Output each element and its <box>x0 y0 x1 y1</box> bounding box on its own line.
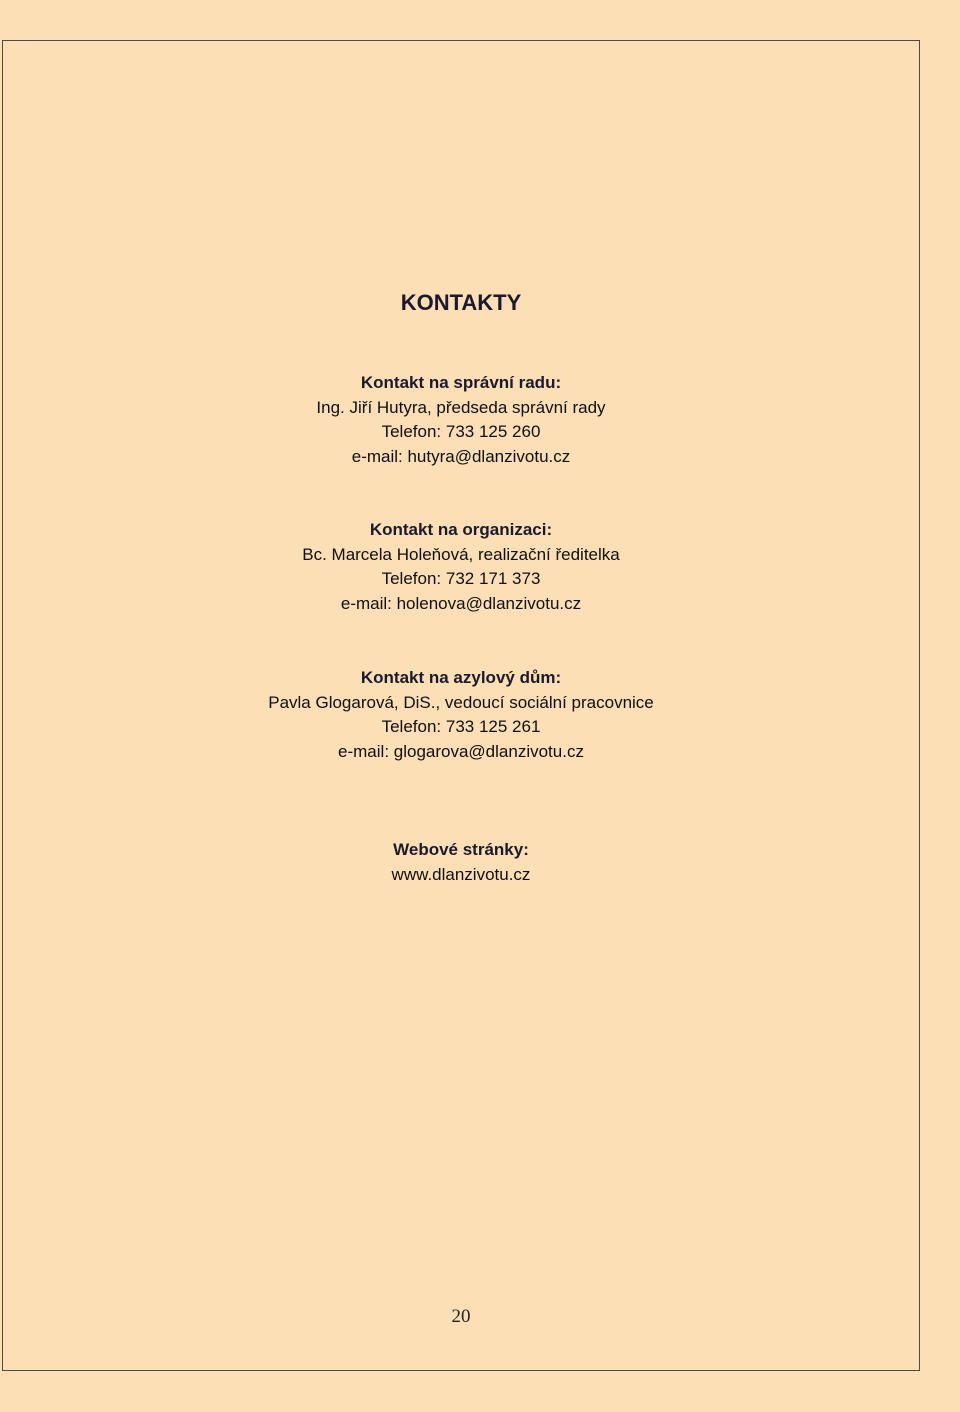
contact-phone-shelter: Telefon: 733 125 261 <box>381 717 541 736</box>
contact-name-organization: Bc. Marcela Holeňová, realizační ředitelka <box>302 544 620 564</box>
contact-heading-shelter: Kontakt na azylový dům: <box>360 668 562 687</box>
contact-block-shelter <box>0 666 922 764</box>
contact-phone-organization: Telefon: 732 171 373 <box>381 569 541 588</box>
contact-block-organization <box>0 518 922 616</box>
contact-email-shelter[interactable]: e-mail: glogarova@dlanzivotu.cz <box>338 741 584 761</box>
website-heading: Webové stránky: <box>393 840 529 859</box>
page-title: KONTAKTY <box>400 290 522 315</box>
contact-name-shelter: Pavla Glogarová, DiS., vedoucí sociální pracovnice <box>268 692 654 712</box>
contact-email-board[interactable]: e-mail: hutyra@dlanzivotu.cz <box>351 446 571 466</box>
website-link[interactable]: www.dlanzivotu.cz <box>391 864 531 884</box>
contact-name-board: Ing. Jiří Hutyra, předseda správní rady <box>316 397 606 417</box>
contact-phone-board: Telefon: 733 125 260 <box>381 422 541 441</box>
website-block <box>0 838 922 887</box>
contact-email-organization[interactable]: e-mail: holenova@dlanzivotu.cz <box>340 593 582 613</box>
contact-heading-organization: Kontakt na organizaci: <box>369 520 553 539</box>
page-number: 20 <box>451 1306 471 1327</box>
contact-block-board <box>0 371 922 469</box>
contact-heading-board: Kontakt na správní radu: <box>360 373 562 392</box>
